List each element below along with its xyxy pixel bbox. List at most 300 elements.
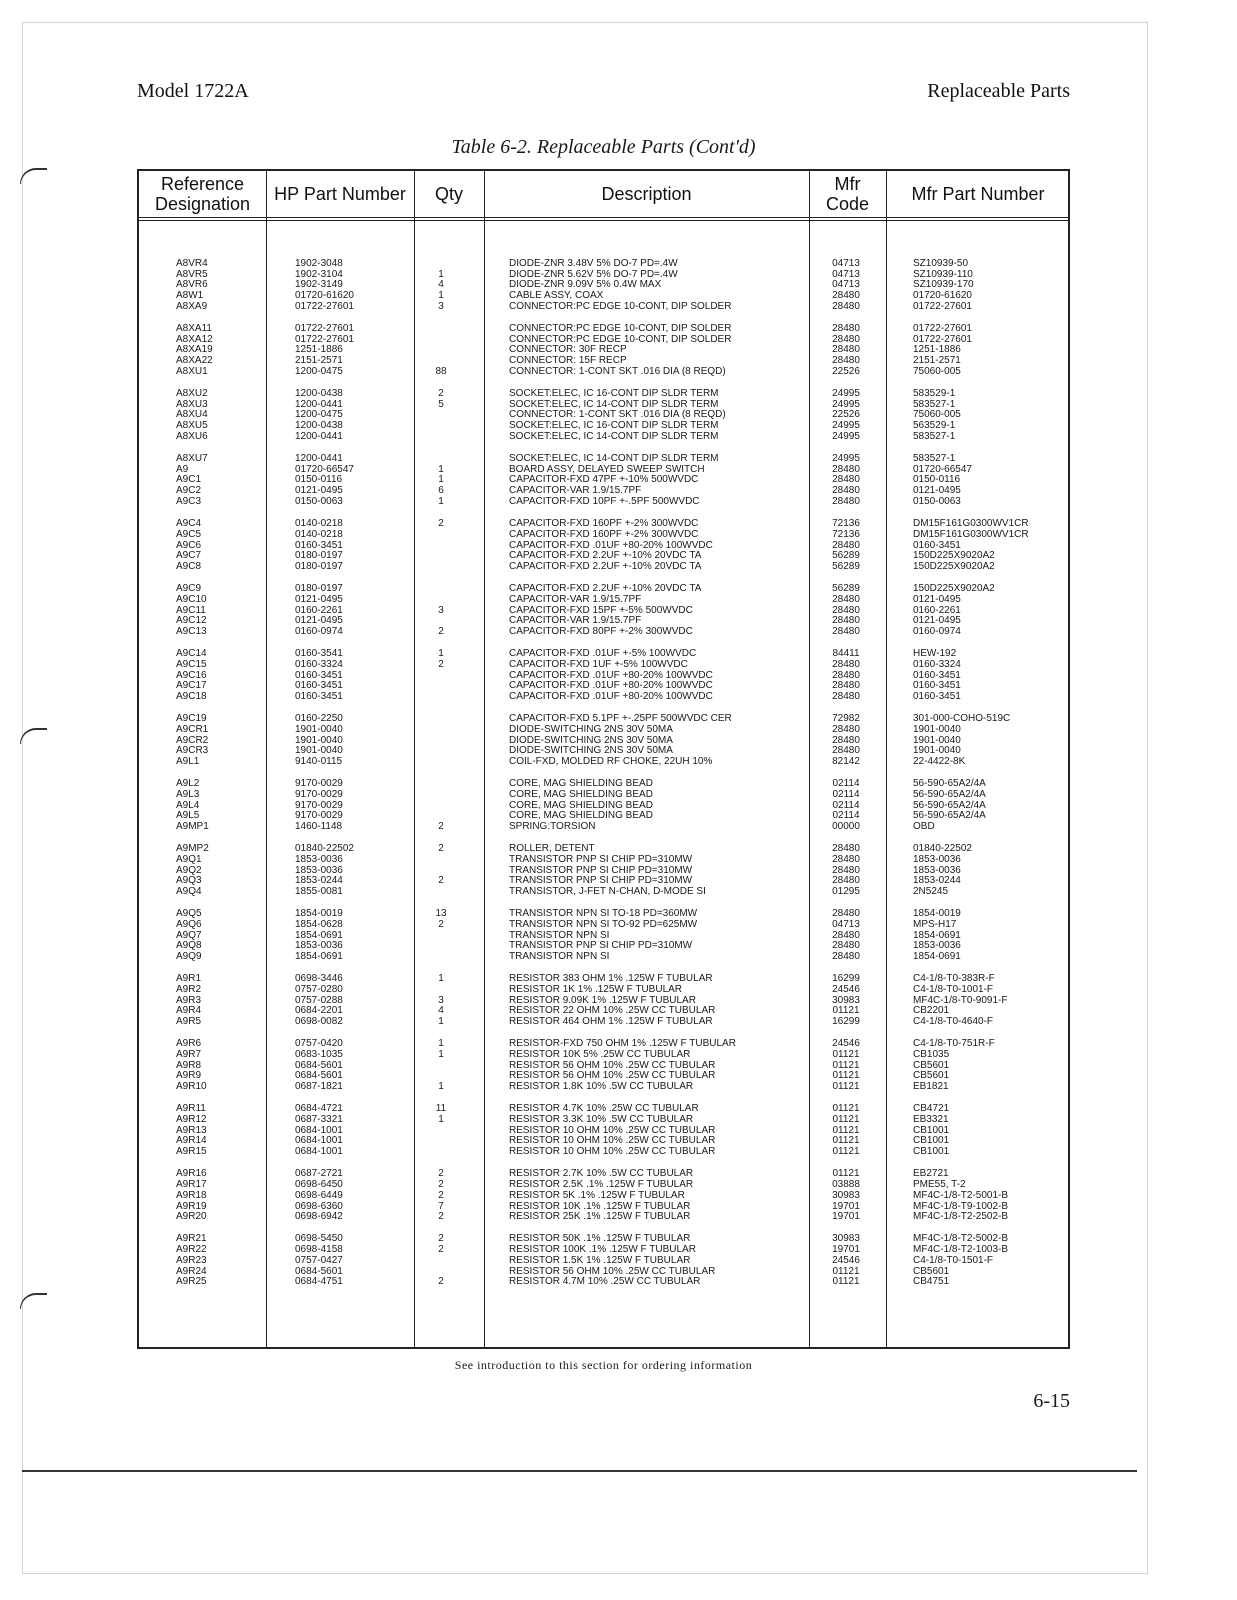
- cell-reference: A9Q3: [176, 875, 202, 887]
- cell-mfr-code: 28480: [832, 940, 860, 952]
- cell-mfr-part-number: MPS-H17: [913, 919, 957, 930]
- table-row: [139, 562, 1068, 573]
- cell-qty: 2: [438, 1179, 444, 1191]
- header-rule: [139, 217, 1068, 218]
- cell-hp-part-number: 0698-4158: [295, 1244, 343, 1256]
- cell-description: CONNECTOR:PC EDGE 10-CONT, DIP SOLDER: [509, 323, 732, 335]
- cell-reference: A9Q8: [176, 940, 202, 952]
- cell-description: TRANSISTOR PNP SI CHIP PD=310MW: [509, 875, 693, 887]
- column-header-reference: Reference Designation: [154, 174, 251, 214]
- cell-hp-part-number: 9170-0029: [295, 788, 343, 800]
- cell-hp-part-number: 0698-6450: [295, 1179, 343, 1191]
- cell-qty: 2: [438, 821, 444, 832]
- cell-hp-part-number: 0687-1821: [295, 1081, 343, 1093]
- cell-description: BOARD ASSY, DELAYED SWEEP SWITCH: [509, 463, 705, 475]
- cell-mfr-part-number: DM15F161G0300WV1CR: [913, 518, 1029, 530]
- cell-qty: 6: [438, 485, 444, 497]
- cell-description: CORE, MAG SHIELDING BEAD: [509, 810, 653, 822]
- table-row: [139, 302, 1068, 313]
- cell-mfr-code: 28480: [832, 690, 860, 702]
- cell-description: ROLLER, DETENT: [509, 843, 595, 855]
- cell-hp-part-number: 9170-0029: [295, 810, 343, 822]
- cell-qty: 1: [438, 1081, 444, 1093]
- cell-description: CAPACITOR-FXD 10PF +-.5PF 500WVDC: [509, 495, 700, 507]
- cell-reference: A9C17: [176, 680, 207, 692]
- cell-mfr-part-number: CB5601: [913, 1059, 950, 1071]
- cell-reference: A8VR5: [176, 268, 208, 280]
- cell-mfr-code: 28480: [832, 333, 860, 345]
- cell-reference: A9C2: [176, 485, 202, 497]
- cell-mfr-part-number: 0121-0495: [913, 593, 961, 605]
- cell-reference: A8XU5: [176, 420, 208, 432]
- cell-mfr-code: 01121: [832, 1135, 860, 1147]
- cell-mfr-code: 16299: [832, 1016, 860, 1028]
- cell-qty: 1: [438, 1016, 444, 1028]
- cell-mfr-code: 28480: [832, 625, 860, 637]
- column-header-mfr-code: Mfr Code: [825, 174, 870, 214]
- cell-description: COIL-FXD, MOLDED RF CHOKE, 22UH 10%: [509, 755, 713, 767]
- cell-description: CAPACITOR-FXD .01UF +80-20% 100WVDC: [509, 669, 713, 681]
- cell-hp-part-number: 0180-0197: [295, 583, 343, 595]
- cell-description: RESISTOR 25K .1% .125W F TUBULAR: [509, 1211, 691, 1223]
- cell-mfr-part-number: 1854-0691: [913, 929, 961, 941]
- cell-hp-part-number: 1854-0691: [295, 929, 343, 941]
- cell-qty: 2: [438, 388, 444, 400]
- cell-reference: A9Q9: [176, 951, 202, 963]
- cell-mfr-part-number: 150D225X9020A2: [913, 583, 995, 595]
- cell-reference: A9R23: [176, 1254, 207, 1266]
- cell-hp-part-number: 1902-3048: [295, 258, 343, 269]
- cell-mfr-code: 72136: [832, 528, 860, 540]
- cell-mfr-part-number: CB2201: [913, 1005, 950, 1017]
- cell-mfr-code: 24995: [832, 398, 860, 410]
- cell-reference: A9Q7: [176, 929, 202, 941]
- row-group: [139, 1234, 1068, 1287]
- cell-mfr-code: 24995: [832, 420, 860, 432]
- cell-description: CAPACITOR-FXD .01UF +80-20% 100WVDC: [509, 680, 713, 692]
- cell-qty: 4: [438, 1005, 444, 1017]
- cell-reference: A9R22: [176, 1244, 207, 1256]
- cell-mfr-part-number: 56-590-65A2/4A: [913, 788, 986, 800]
- table-row: [139, 1256, 1068, 1267]
- cell-hp-part-number: 1902-3104: [295, 268, 343, 280]
- cell-reference: A8VR4: [176, 258, 208, 269]
- row-group: [139, 1104, 1068, 1157]
- cell-mfr-code: 02114: [832, 778, 860, 790]
- cell-mfr-part-number: 0121-0495: [913, 615, 961, 627]
- cell-mfr-code: 02114: [832, 788, 860, 800]
- cell-mfr-part-number: HEW-192: [913, 648, 957, 660]
- cell-hp-part-number: 1200-0441: [295, 398, 343, 410]
- cell-reference: A9R17: [176, 1179, 207, 1191]
- cell-mfr-part-number: 56-590-65A2/4A: [913, 778, 986, 790]
- cell-description: TRANSISTOR NPN SI TO-92 PD=625MW: [509, 919, 698, 930]
- cell-reference: A9CR2: [176, 734, 209, 746]
- cell-description: RESISTOR 50K .1% .125W F TUBULAR: [509, 1233, 691, 1245]
- cell-mfr-part-number: SZ10939-50: [913, 258, 969, 269]
- cell-mfr-part-number: MF4C-1/8-T2-1003-B: [913, 1244, 1009, 1256]
- column-header-description: Description: [601, 184, 692, 204]
- cell-description: CAPACITOR-FXD 2.2UF +-10% 20VDC TA: [509, 550, 702, 562]
- cell-description: TRANSISTOR NPN SI: [509, 929, 610, 941]
- cell-hp-part-number: 1251-1886: [295, 344, 343, 356]
- cell-mfr-code: 56289: [832, 583, 860, 595]
- cell-mfr-code: 28480: [832, 864, 860, 876]
- cell-reference: A8W1: [176, 290, 204, 302]
- cell-reference: A9Q4: [176, 886, 202, 898]
- cell-hp-part-number: 9170-0029: [295, 778, 343, 790]
- row-group: [139, 649, 1068, 702]
- cell-reference: A9R8: [176, 1059, 202, 1071]
- cell-reference: A9R14: [176, 1135, 207, 1147]
- cell-reference: A9R16: [176, 1168, 207, 1180]
- row-group: [139, 519, 1068, 572]
- cell-mfr-code: 04713: [832, 919, 860, 930]
- cell-hp-part-number: 1853-0036: [295, 940, 343, 952]
- row-group: [139, 584, 1068, 637]
- cell-hp-part-number: 0698-3446: [295, 973, 343, 985]
- cell-mfr-part-number: 1901-0040: [913, 745, 961, 757]
- cell-description: CAPACITOR-FXD 15PF +-5% 500WVDC: [509, 604, 693, 616]
- cell-hp-part-number: 0160-3451: [295, 680, 343, 692]
- cell-mfr-part-number: 01720-66547: [913, 463, 972, 475]
- cell-mfr-code: 01121: [832, 1114, 860, 1126]
- cell-mfr-part-number: EB3321: [913, 1114, 949, 1126]
- cell-description: CAPACITOR-FXD .01UF +-5% 100WVDC: [509, 648, 697, 660]
- cell-description: CONNECTOR: 1-CONT SKT .016 DIA (8 REQD): [509, 365, 726, 377]
- cell-mfr-part-number: 1853-0244: [913, 875, 961, 887]
- cell-qty: 3: [438, 300, 444, 312]
- cell-mfr-code: 19701: [832, 1244, 860, 1256]
- cell-description: SOCKET:ELEC, IC 14-CONT DIP SLDR TERM: [509, 430, 719, 442]
- cell-mfr-code: 01121: [832, 1265, 860, 1277]
- cell-mfr-part-number: 0150-0116: [913, 474, 961, 486]
- cell-mfr-code: 03888: [832, 1179, 860, 1191]
- cell-reference: A8XU3: [176, 398, 208, 410]
- cell-reference: A9L5: [176, 810, 200, 822]
- cell-reference: A9R13: [176, 1124, 207, 1136]
- row-group: [139, 714, 1068, 767]
- parts-table: [137, 169, 1070, 1349]
- cell-reference: A9C4: [176, 518, 202, 530]
- cell-hp-part-number: 0757-0427: [295, 1254, 343, 1266]
- cell-mfr-part-number: CB4751: [913, 1276, 950, 1288]
- cell-mfr-code: 28480: [832, 463, 860, 475]
- cell-reference: A9R5: [176, 1016, 202, 1028]
- cell-mfr-part-number: SZ10939-170: [913, 279, 974, 291]
- cell-mfr-part-number: C4-1/8-T0-1501-F: [913, 1254, 994, 1266]
- cell-mfr-code: 28480: [832, 658, 860, 670]
- cell-mfr-part-number: 56-590-65A2/4A: [913, 810, 986, 822]
- cell-mfr-code: 04713: [832, 258, 860, 269]
- cell-description: CONNECTOR:PC EDGE 10-CONT, DIP SOLDER: [509, 333, 732, 345]
- cell-hp-part-number: 0121-0495: [295, 593, 343, 605]
- cell-reference: A9R1: [176, 973, 202, 985]
- cell-reference: A8XA9: [176, 300, 208, 312]
- table-row: [139, 1082, 1068, 1093]
- cell-mfr-part-number: MF4C-1/8-T9-1002-B: [913, 1200, 1009, 1212]
- cell-reference: A9R11: [176, 1103, 206, 1115]
- cell-hp-part-number: 1854-0691: [295, 951, 343, 963]
- cell-mfr-code: 28480: [832, 745, 860, 757]
- cell-hp-part-number: 0698-6360: [295, 1200, 343, 1212]
- cell-reference: A9Q1: [176, 853, 202, 865]
- cell-mfr-part-number: CB1001: [913, 1146, 950, 1158]
- cell-hp-part-number: 0150-0063: [295, 495, 343, 507]
- cell-mfr-code: 28480: [832, 290, 860, 302]
- cell-hp-part-number: 01722-27601: [295, 323, 354, 335]
- cell-reference: A9C3: [176, 495, 202, 507]
- cell-qty: 7: [438, 1200, 444, 1212]
- cell-reference: A8XA22: [176, 355, 213, 367]
- cell-description: CORE, MAG SHIELDING BEAD: [509, 799, 653, 811]
- cell-mfr-part-number: PME55, T-2: [913, 1179, 966, 1191]
- cell-qty: 2: [438, 658, 444, 670]
- column-header-hp-part-number: HP Part Number: [274, 184, 406, 204]
- cell-description: RESISTOR 4.7M 10% .25W CC TUBULAR: [509, 1276, 701, 1288]
- cell-reference: A9L2: [176, 778, 200, 790]
- cell-reference: A9R6: [176, 1038, 202, 1050]
- cell-description: SOCKET:ELEC, IC 14-CONT DIP SLDR TERM: [509, 398, 719, 410]
- cell-mfr-code: 01121: [832, 1049, 860, 1061]
- cell-mfr-part-number: EB2721: [913, 1168, 949, 1180]
- cell-hp-part-number: 1901-0040: [295, 734, 343, 746]
- bottom-rule: [22, 1470, 1137, 1472]
- cell-mfr-part-number: 75060-005: [913, 409, 961, 421]
- table-row: [139, 497, 1068, 508]
- cell-description: RESISTOR 464 OHM 1% .125W F TUBULAR: [509, 1016, 713, 1028]
- cell-reference: A8XU7: [176, 453, 208, 465]
- cell-mfr-code: 28480: [832, 300, 860, 312]
- cell-mfr-part-number: CB5601: [913, 1265, 950, 1277]
- cell-mfr-code: 04713: [832, 268, 860, 280]
- cell-reference: A9: [176, 463, 189, 475]
- cell-mfr-part-number: MF4C-1/8-T2-5002-B: [913, 1233, 1009, 1245]
- cell-description: SOCKET:ELEC, IC 16-CONT DIP SLDR TERM: [509, 420, 719, 432]
- cell-description: RESISTOR 10 OHM 10% .25W CC TUBULAR: [509, 1135, 716, 1147]
- cell-mfr-part-number: 0160-3451: [913, 539, 961, 551]
- cell-mfr-part-number: 301-000-COHO-519C: [913, 713, 1011, 725]
- cell-reference: A9R4: [176, 1005, 202, 1017]
- cell-description: TRANSISTOR, J-FET N-CHAN, D-MODE SI: [509, 886, 706, 898]
- cell-mfr-part-number: 563529-1: [913, 420, 956, 432]
- cell-mfr-part-number: 56-590-65A2/4A: [913, 799, 986, 811]
- cell-hp-part-number: 0687-2721: [295, 1168, 343, 1180]
- cell-description: RESISTOR 9.09K 1% .125W F TUBULAR: [509, 994, 696, 1006]
- cell-mfr-part-number: 0160-0974: [913, 625, 961, 637]
- cell-reference: A9C10: [176, 593, 207, 605]
- cell-reference: A9R21: [176, 1233, 207, 1245]
- cell-qty: 4: [438, 279, 444, 291]
- page-number: 6-15: [1033, 1390, 1070, 1412]
- cell-description: RESISTOR 3.3K 10% .5W CC TUBULAR: [509, 1114, 694, 1126]
- cell-hp-part-number: 1200-0441: [295, 430, 343, 442]
- cell-mfr-part-number: EB1821: [913, 1081, 949, 1093]
- cell-hp-part-number: 0121-0495: [295, 485, 343, 497]
- cell-mfr-code: 01121: [832, 1276, 860, 1288]
- cell-mfr-part-number: 583527-1: [913, 453, 956, 465]
- cell-hp-part-number: 0684-5601: [295, 1059, 343, 1071]
- cell-mfr-part-number: 0160-3324: [913, 658, 961, 670]
- cell-hp-part-number: 0160-2250: [295, 713, 343, 725]
- cell-mfr-part-number: 1251-1886: [913, 344, 961, 356]
- row-group: [139, 259, 1068, 312]
- cell-hp-part-number: 2151-2571: [295, 355, 343, 367]
- section-header: Replaceable Parts: [927, 80, 1070, 102]
- table-row: [139, 432, 1068, 443]
- cell-mfr-part-number: 01720-61620: [913, 290, 972, 302]
- cell-description: CONNECTOR: 15F RECP: [509, 355, 627, 367]
- header-rule: [139, 220, 1068, 221]
- cell-hp-part-number: 0160-3451: [295, 539, 343, 551]
- cell-mfr-code: 24995: [832, 453, 860, 465]
- cell-description: DIODE-SWITCHING 2NS 30V 50MA: [509, 745, 673, 757]
- cell-qty: 13: [435, 908, 447, 920]
- cell-description: RESISTOR 1.5K 1% .125W F TUBULAR: [509, 1254, 691, 1266]
- cell-qty: 1: [438, 495, 444, 507]
- cell-mfr-code: 28480: [832, 951, 860, 963]
- cell-mfr-code: 28480: [832, 495, 860, 507]
- cell-hp-part-number: 1853-0244: [295, 875, 343, 887]
- cell-mfr-part-number: 2N5245: [913, 886, 949, 898]
- row-group: [139, 1169, 1068, 1222]
- cell-mfr-code: 02114: [832, 810, 860, 822]
- cell-description: DIODE-ZNR 9.09V 5% 0.4W MAX: [509, 279, 662, 291]
- cell-hp-part-number: 1853-0036: [295, 864, 343, 876]
- cell-hp-part-number: 0684-4721: [295, 1103, 343, 1115]
- cell-qty: 1: [438, 290, 444, 302]
- cell-mfr-code: 01121: [832, 1124, 860, 1136]
- cell-description: RESISTOR 56 OHM 10% .25W CC TUBULAR: [509, 1070, 716, 1082]
- cell-mfr-code: 28480: [832, 669, 860, 681]
- table-row: [139, 822, 1068, 833]
- cell-hp-part-number: 0140-0218: [295, 518, 343, 530]
- cell-reference: A9C12: [176, 615, 207, 627]
- cell-mfr-code: 30983: [832, 1189, 860, 1201]
- cell-mfr-code: 01121: [832, 1081, 860, 1093]
- cell-description: CONNECTOR:PC EDGE 10-CONT, DIP SOLDER: [509, 300, 732, 312]
- cell-mfr-part-number: C4-1/8-T0-1001-F: [913, 984, 994, 996]
- row-group: [139, 909, 1068, 962]
- cell-description: RESISTOR 2.7K 10% .5W CC TUBULAR: [509, 1168, 694, 1180]
- cell-mfr-part-number: CB1001: [913, 1124, 950, 1136]
- cell-reference: A9MP1: [176, 821, 209, 832]
- cell-reference: A8XA11: [176, 323, 212, 335]
- cell-description: CAPACITOR-FXD 5.1PF +-.25PF 500WVDC CER: [509, 713, 732, 725]
- cell-description: SOCKET:ELEC, IC 14-CONT DIP SLDR TERM: [509, 453, 719, 465]
- cell-hp-part-number: 01720-61620: [295, 290, 354, 302]
- cell-qty: 2: [438, 1211, 444, 1223]
- cell-mfr-part-number: MF4C-1/8-T0-9091-F: [913, 994, 1008, 1006]
- cell-mfr-part-number: 150D225X9020A2: [913, 560, 995, 572]
- cell-reference: A9C11: [176, 604, 206, 616]
- cell-mfr-code: 02114: [832, 799, 860, 811]
- cell-reference: A9MP2: [176, 843, 209, 855]
- cell-hp-part-number: 1854-0019: [295, 908, 343, 920]
- table-row: [139, 627, 1068, 638]
- cell-mfr-code: 28480: [832, 734, 860, 746]
- cell-mfr-part-number: 2151-2571: [913, 355, 961, 367]
- cell-reference: A9R24: [176, 1265, 207, 1277]
- cell-description: RESISTOR 10 OHM 10% .25W CC TUBULAR: [509, 1146, 716, 1158]
- cell-mfr-part-number: SZ10939-110: [913, 268, 973, 280]
- cell-reference: A9R12: [176, 1114, 207, 1126]
- cell-mfr-code: 22526: [832, 409, 860, 421]
- cell-mfr-code: 56289: [832, 560, 860, 572]
- cell-description: CAPACITOR-FXD 1UF +-5% 100WVDC: [509, 658, 688, 670]
- cell-reference: A9R7: [176, 1049, 202, 1061]
- cell-reference: A9C14: [176, 648, 207, 660]
- cell-mfr-code: 01121: [832, 1070, 860, 1082]
- cell-description: CAPACITOR-FXD 2.2UF +-10% 20VDC TA: [509, 583, 702, 595]
- cell-reference: A9R3: [176, 994, 202, 1006]
- cell-hp-part-number: 0684-5601: [295, 1070, 343, 1082]
- table-row: [139, 1017, 1068, 1028]
- cell-description: TRANSISTOR NPN SI: [509, 951, 610, 963]
- cell-qty: 1: [438, 1038, 444, 1050]
- cell-qty: 2: [438, 1189, 444, 1201]
- cell-mfr-code: 72136: [832, 518, 860, 530]
- cell-reference: A9C13: [176, 625, 207, 637]
- cell-hp-part-number: 1853-0036: [295, 853, 343, 865]
- cell-reference: A9C7: [176, 550, 202, 562]
- cell-hp-part-number: 01840-22502: [295, 843, 354, 855]
- cell-description: RESISTOR 2.5K .1% .125W F TUBULAR: [509, 1179, 694, 1191]
- cell-mfr-code: 24995: [832, 430, 860, 442]
- cell-description: RESISTOR 383 OHM 1% .125W F TUBULAR: [509, 973, 713, 985]
- cell-mfr-part-number: CB5601: [913, 1070, 950, 1082]
- cell-hp-part-number: 01722-27601: [295, 333, 354, 345]
- cell-mfr-code: 19701: [832, 1211, 860, 1223]
- cell-description: RESISTOR 4.7K 10% .25W CC TUBULAR: [509, 1103, 699, 1115]
- cell-mfr-part-number: CB1035: [913, 1049, 950, 1061]
- cell-reference: A9CR1: [176, 723, 209, 735]
- cell-hp-part-number: 01720-66547: [295, 463, 354, 475]
- cell-reference: A9R2: [176, 984, 202, 996]
- cell-mfr-part-number: 1853-0036: [913, 864, 961, 876]
- cell-hp-part-number: 1855-0081: [295, 886, 343, 898]
- cell-description: DIODE-ZNR 5.62V 5% DO-7 PD=.4W: [509, 268, 678, 280]
- cell-reference: A9R20: [176, 1211, 207, 1223]
- cell-description: RESISTOR 22 OHM 10% .25W CC TUBULAR: [509, 1005, 716, 1017]
- cell-hp-part-number: 0160-2261: [295, 604, 343, 616]
- cell-mfr-part-number: 01722-27601: [913, 300, 972, 312]
- cell-mfr-part-number: C4-1/8-T0-751R-F: [913, 1038, 995, 1050]
- cell-description: CAPACITOR-FXD 2.2UF +-10% 20VDC TA: [509, 560, 702, 572]
- cell-mfr-part-number: 0150-0063: [913, 495, 961, 507]
- cell-description: CAPACITOR-VAR 1.9/15.7PF: [509, 593, 642, 605]
- ordering-footnote: See introduction to this section for ordering information: [454, 1358, 753, 1372]
- cell-hp-part-number: 1200-0475: [295, 365, 343, 377]
- cell-qty: 2: [438, 843, 444, 855]
- cell-reference: A9L4: [176, 799, 200, 811]
- cell-qty: 1: [438, 973, 444, 985]
- cell-mfr-code: 01121: [832, 1059, 860, 1071]
- cell-mfr-code: 28480: [832, 875, 860, 887]
- cell-qty: 1: [438, 463, 444, 475]
- cell-mfr-part-number: 1854-0691: [913, 951, 961, 963]
- cell-reference: A9C5: [176, 528, 202, 540]
- cell-qty: 2: [438, 875, 444, 887]
- cell-hp-part-number: 0684-1001: [295, 1146, 343, 1158]
- cell-reference: A8XA12: [176, 333, 213, 345]
- cell-qty: 1: [438, 648, 444, 660]
- cell-mfr-code: 28480: [832, 539, 860, 551]
- table-row: [139, 1147, 1068, 1158]
- cell-mfr-part-number: 75060-005: [913, 365, 961, 377]
- cell-description: CORE, MAG SHIELDING BEAD: [509, 778, 653, 790]
- cell-hp-part-number: 1200-0438: [295, 388, 343, 400]
